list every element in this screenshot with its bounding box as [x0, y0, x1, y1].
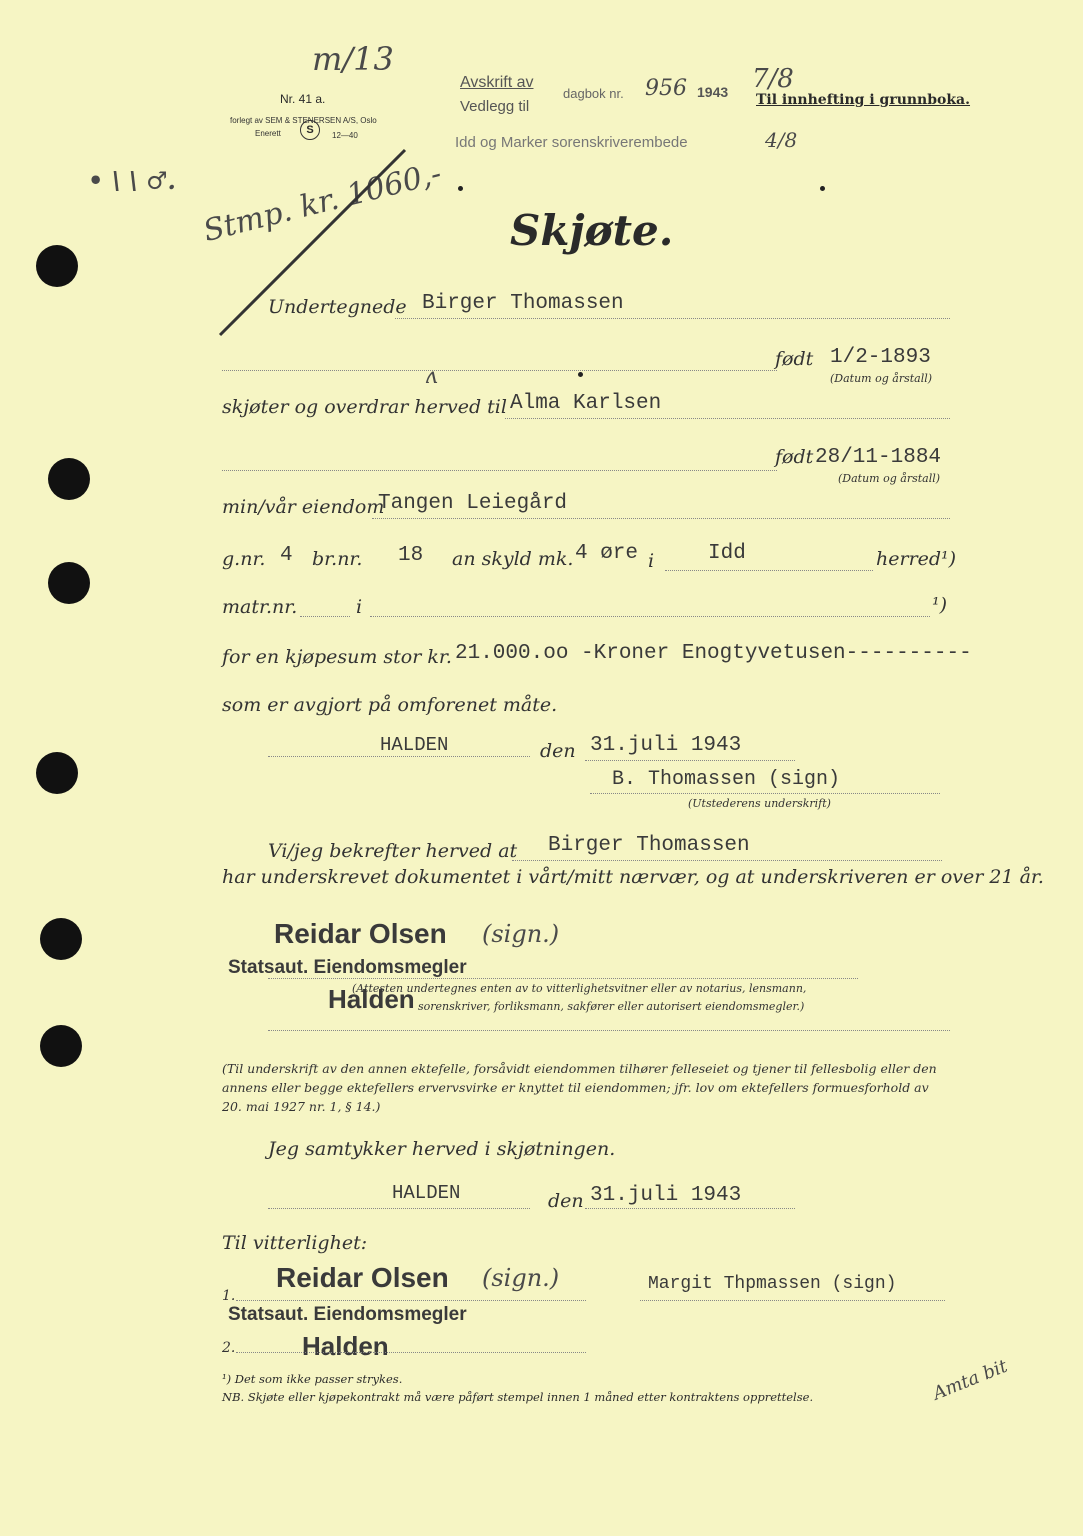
- avgjort-label: som er avgjort på omforenet måte.: [222, 694, 558, 716]
- stamp-innhefting: Til innhefting i grunnboka.: [756, 92, 971, 108]
- sted2-line: [268, 1208, 530, 1209]
- skjoter-value: Alma Karlsen: [510, 392, 662, 415]
- den2-label: den: [548, 1190, 584, 1212]
- spouse-line: [640, 1300, 945, 1301]
- eiendom-label: min/vår eiendom: [222, 496, 385, 518]
- witness2-name: Reidar Olsen: [276, 1262, 449, 1293]
- skjoter-label: skjøter og overdrar herved til: [222, 396, 507, 418]
- punch-hole-2: [48, 458, 90, 500]
- fodt2-leading-line: [222, 470, 777, 471]
- fodt1-hint: (Datum og årstall): [830, 372, 933, 385]
- sted1-value: HALDEN: [380, 734, 449, 756]
- witness1-line: [236, 1300, 586, 1301]
- spouse-note: (Til underskrift av den annen ektefelle, forsåvidt eiendommen tilhører felleseiet og tjener til fellesbolig eller den annens eller begge ektefellers ervervsvirke er knyttet til eiendommen; jfr. lov om ektefellers formuesforhold av 20. mai 1927 nr. 1, § 14.): [222, 1061, 937, 1114]
- sted2-value: HALDEN: [392, 1182, 461, 1204]
- skyld-label: an skyld mk.: [452, 548, 574, 570]
- i-label: i: [648, 550, 655, 572]
- margin-stamp-note: Stmp. kr. 1060,-: [200, 156, 445, 249]
- spouse-sign: Margit Thpmassen (sign): [648, 1274, 897, 1294]
- witness-stamp-sign: (sign.): [482, 920, 560, 948]
- matr-i: i: [356, 596, 363, 618]
- punch-hole-1: [36, 245, 78, 287]
- herred-label: herred¹): [876, 548, 957, 570]
- publisher-code: 12—40: [332, 131, 358, 140]
- margin-marks: • \ \ ♂.: [88, 166, 176, 195]
- dato2-value: 31.juli 1943: [590, 1184, 742, 1207]
- stamp-dagbok: dagbok nr.: [563, 86, 624, 101]
- matr-label: matr.nr.: [222, 596, 298, 618]
- stamp-year: 1943: [697, 84, 729, 100]
- witness-number-2: 2.: [222, 1340, 236, 1356]
- dato2-line: [585, 1208, 795, 1209]
- den1-label: den: [540, 740, 576, 762]
- ink-speck: [578, 372, 583, 377]
- witness-stamp-title: Statsaut. Eiendomsmegler: [228, 957, 467, 978]
- matr-line-2: [370, 616, 930, 617]
- fodt2-hint: (Datum og årstall): [838, 472, 941, 485]
- bekrefter-value: Birger Thomassen: [548, 834, 750, 857]
- kjopesum-value: 21.000.oo -Kroner Enogtyvetusen----------: [455, 642, 972, 665]
- punch-hole-5: [40, 918, 82, 960]
- stamp-embede-date: 4/8: [765, 128, 798, 152]
- vitterlighet-label: Til vitterlighet:: [222, 1232, 368, 1254]
- attest-line-2: [268, 1030, 950, 1031]
- matr-suffix: ¹): [932, 594, 948, 616]
- sted1-line: [268, 756, 530, 757]
- gnr-value: 4: [280, 544, 293, 567]
- skjoter-line: [505, 418, 950, 419]
- punch-hole-4: [36, 752, 78, 794]
- utsteder-hint: (Utstederens underskrift): [688, 797, 831, 810]
- witness-number-1: 1.: [222, 1288, 236, 1304]
- ink-speck: [458, 186, 463, 191]
- footnote-1: ¹) Det som ikke passer strykes.: [222, 1372, 403, 1386]
- undertegnede-label: Undertegnede: [268, 296, 407, 318]
- bekrefter-label: Vi/jeg bekrefter herved at: [268, 840, 518, 862]
- undertegnede-line: [395, 318, 950, 319]
- kjopesum-label: for en kjøpesum stor kr.: [222, 646, 452, 668]
- attest-note-2: sorenskriver, forliksmann, sakfører eller autorisert eiendomsmegler.): [418, 1000, 805, 1013]
- handwritten-reference: m/13: [312, 40, 394, 78]
- brnr-value: 18: [398, 544, 424, 567]
- fodt1-value: 1/2-1893: [830, 346, 931, 369]
- utsteder-sign: B. Thomassen (sign): [612, 768, 841, 791]
- skyld-value: 4 øre: [575, 542, 639, 565]
- stamp-avskrift: Avskrift av: [460, 74, 534, 91]
- witness2-title: Statsaut. Eiendomsmegler: [228, 1304, 467, 1325]
- publisher-enerett: Enerett: [255, 129, 281, 138]
- fodt2-label: født: [775, 446, 814, 468]
- herred-line: [665, 570, 873, 571]
- stamp-vedlegg: Vedlegg til: [460, 98, 530, 115]
- fodt2-value: 28/11-1884: [815, 446, 942, 469]
- document-title: Skjøte.: [510, 206, 674, 255]
- witness-stamp-city: Halden: [328, 984, 415, 1014]
- attest-note-1: (Attesten undertegnes enten av to vitterlighetsvitner eller av notarius, lensmann,: [352, 982, 807, 995]
- brnr-label: br.nr.: [312, 548, 363, 570]
- witness2-sign: (sign.): [482, 1264, 560, 1292]
- utsteder-line: [590, 793, 940, 794]
- form-number: Nr. 41 a.: [280, 92, 326, 106]
- gnr-label: g.nr.: [222, 548, 266, 570]
- fodt1-label: født: [775, 348, 814, 370]
- eiendom-line: [372, 518, 950, 519]
- bekrefter-line: [512, 860, 942, 861]
- witness2-line: [236, 1352, 586, 1353]
- samtykke-label: Jeg samtykker herved i skjøtningen.: [268, 1138, 616, 1160]
- punch-hole-6: [40, 1025, 82, 1067]
- fodt1-leading-line: [222, 370, 777, 371]
- undertegnede-value: Birger Thomassen: [422, 292, 624, 315]
- underskrevet-label: har underskrevet dokumentet i vårt/mitt nærvær, og at underskriveren er over 21 år.: [222, 866, 1044, 888]
- ink-speck: [820, 186, 825, 191]
- stamp-dagbok-number: 956: [645, 76, 687, 101]
- witness-stamp-name: Reidar Olsen: [274, 918, 447, 949]
- stray-mark: ʌ: [425, 364, 438, 389]
- publisher-line: forlegt av SEM & STENERSEN A/S, Oslo: [230, 116, 377, 125]
- eiendom-value: Tangen Leiegård: [378, 492, 568, 515]
- dato1-line: [585, 760, 795, 761]
- matr-line-1: [300, 616, 350, 617]
- corner-signature: Amta bit: [930, 1355, 1011, 1405]
- stamp-embede: Idd og Marker sorenskriverembede: [455, 134, 688, 151]
- witness2-city: Halden: [302, 1331, 389, 1361]
- stamp-date: 7/8: [752, 64, 794, 94]
- footnote-2: NB. Skjøte eller kjøpekontrakt må være påført stempel innen 1 måned etter kontraktens opprettelse.: [222, 1390, 814, 1404]
- publisher-logo: S: [300, 120, 320, 140]
- dato1-value: 31.juli 1943: [590, 734, 742, 757]
- punch-hole-3: [48, 562, 90, 604]
- herred-value: Idd: [708, 542, 746, 565]
- attest-line-1: [268, 978, 858, 979]
